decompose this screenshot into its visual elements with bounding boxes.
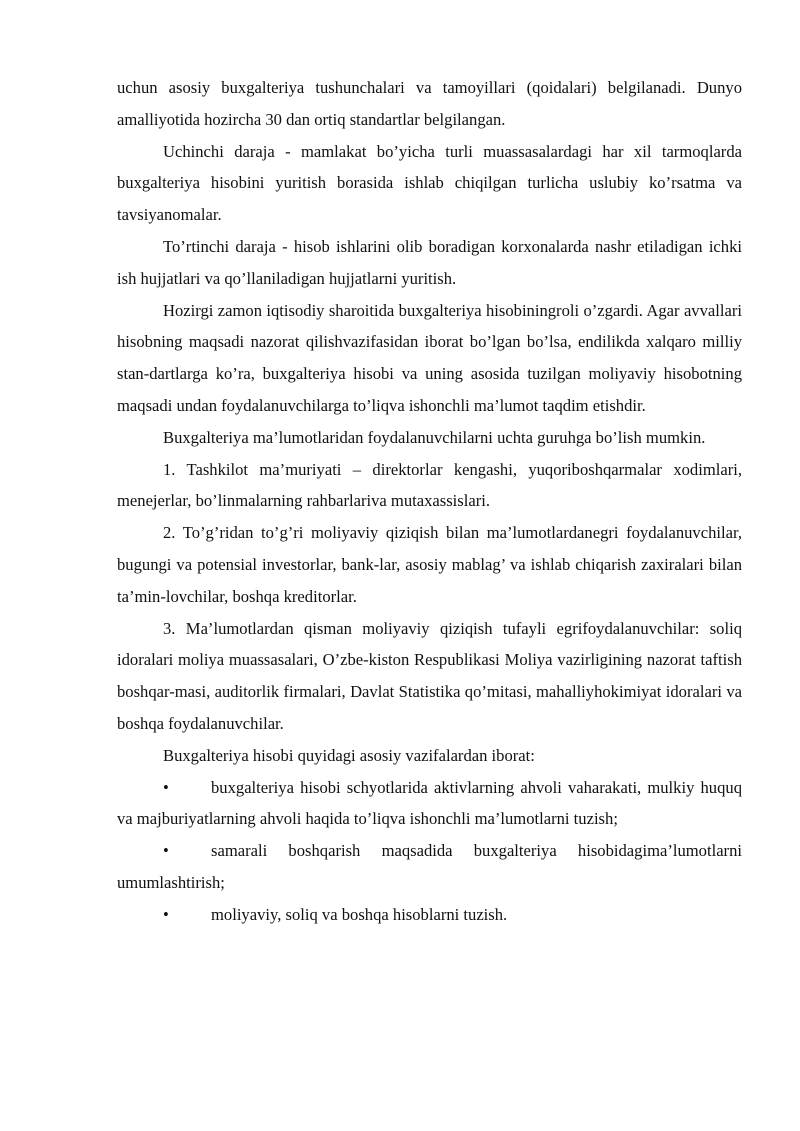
bullet-icon: • [163,904,169,924]
paragraph-3: To’rtinchi daraja - hisob ishlarini olib boradigan korxonalarda nashr etiladigan ichki ish hujjatlari va qo’llaniladigan hujjatlarni yuritish. [117,236,742,288]
bullet-icon: • [163,777,169,797]
bullet-item-3 [117,899,742,931]
bullet-item-2 [117,835,742,899]
bullet-icon: • [163,841,169,861]
numbered-item-1: 1. Tashkilot ma’muriyati – direktorlar kengashi, yuqoriboshqarmalar xodimlari, menejerlar, bo’linmalarning rahbarlariva mutaxassislari. [117,459,742,511]
paragraph-1: uchun asosiy buxgalteriya tushunchalari va tamoyillari (qoidalari) belgilanadi. Dunyo amalliyotida hozircha 30 dan ortiq standartlar belgilangan. [117,78,742,129]
document-page [117,72,742,931]
numbered-item-2: 2. To’g’ridan to’g’ri moliyaviy qiziqish bilan ma’lumotlardanegri foydalanuvchilar, bugungi va potensial investorlar, bank-lar, asosiy mablag’ va ishlab chiqarish zaxiralari bilan ta’min-lovchilar, boshqa kreditorlar. [117,523,742,606]
bullet-item-text: samarali boshqarish maqsadida buxgalteriya hisobidagima’lumotlarni umumlashtirish; [117,841,742,892]
paragraph-4: Hozirgi zamon iqtisodiy sharoitida buxgalteriya hisobiningroli o’zgardi. Agar avvallari hisobning maqsadi nazorat qilishvazifasidan iborat bo’lgan bo’lsa, endilikda xalqaro milliy stan-dartlarga ko’ra, buxgalteriya hisobi va uning asosida tuzilgan moliyaviy hisobotning maqsadi undan foydalanuvchilarga to’liqva ishonchli ma’lumot taqdim etishdir. [117,300,742,415]
paragraph-tasks-intro: Buxgalteriya hisobi quyidagi asosiy vazifalardan iborat: [163,745,535,765]
bullet-item-1 [117,772,742,836]
paragraph-2: Uchinchi daraja - mamlakat bo’yicha turli muassasalardagi har xil tarmoqlarda buxgalteriya hisobini yuritish borasida ishlab chiqilgan turlicha uslubiy ko’rsatma va tavsiyanomalar. [117,141,742,225]
numbered-item-3: 3. Ma’lumotlardan qisman moliyaviy qiziqish tufayli egrifoydalanuvchilar: soliq idoralari moliya muassasalari, O’zbe-kiston Respublikasi Moliya vazirligining nazorat taftish boshqar-masi, auditorlik firmalari, Davlat Statistika qo’mitasi, mahalliyhokimiyat idoralari va boshqa foydalanuvchilar. [117,618,742,733]
paragraph-5: Buxgalteriya ma’lumotlaridan foydalanuvchilarni uchta guruhga bo’lish mumkin. [163,427,706,447]
bullet-item-text: moliyaviy, soliq va boshqa hisoblarni tuzish. [211,904,508,924]
bullet-item-text: buxgalteriya hisobi schyotlarida aktivlarning ahvoli vaharakati, mulkiy huquq va majburiyatlarning ahvoli haqida to’liqva ishonchli ma’lumotlarni tuzish; [117,777,742,829]
